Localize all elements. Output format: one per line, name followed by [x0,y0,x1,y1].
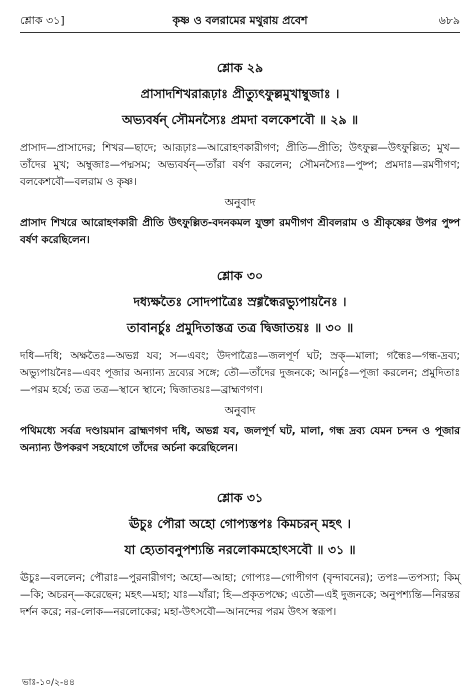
header-verse-ref: শ্লোক ৩১] [20,14,65,27]
translation-text: পথিমধ্যে সর্বত্র দণ্ডায়মান ব্রাহ্মণগণ দধি, অভগ্ন যব, জলপূর্ণ ঘট, মালা, গন্ধ দ্রব্য যেমন চন্দন ও পূজার অন্যান্য উপকরণ সহযোগে তাঁদের অর্চনা করেছিলেন। [20,425,460,454]
verse-title: শ্লোক ২৯ [216,60,264,75]
verse-title: শ্লোক ৩০ [216,268,264,283]
sanskrit-line-1: দধ্যক্ষতৈঃ সোদপাত্রৈঃ স্রগ্গন্ধৈরভ্যুপায়নৈঃ । [133,294,347,309]
sanskrit-line-1: ঊচুঃ পৌরা অহো গোপ্যস্তপঃ কিমচরন্ মহৎ । [129,516,351,531]
translation-heading: অনুবাদ [224,404,256,417]
verse-29 [20,60,460,249]
word-gloss: ঊচুঃ—বললেন; পৌরাঃ—পুরনারীগণ; অহো—আহা; গোপ্যঃ—গোপীগণ (বৃন্দাবনের); তপঃ—তপস্যা; কিম্—কি; অচরন্—করেছেন; মহৎ—মহা; যাঃ—যাঁরা; হি—প্রকৃতপক্ষে; এতৌ—এই দুজনকে; অনুপশ্যন্তি—নিরন্তর দর্শন করে; নর-লোক—নরলোকের; মহা-উৎসবৌ—আনন্দের পরম উৎস স্বরূপ। [20,572,460,618]
header-chapter-title: কৃষ্ণ ও বলরামের মথুরায় প্রবেশ [172,14,308,27]
verse-30 [20,268,460,457]
sanskrit-line-2: যা হ্যেতাবনুপশ্যন্তি নরলোকমহোৎসবৌ ॥ ৩১ ॥ [124,542,356,557]
footer-signature: ভাঃ-১০/২-৪৪ [22,678,75,688]
header-page-number: ৬৮৯ [438,14,460,27]
header-rule [20,32,460,33]
page-header [20,10,460,30]
sanskrit-line-2: অভ্যবর্ষন্ সৌমনস্যৈঃ প্রমদা বলকেশবৌ ॥ ২৯ ॥ [121,112,359,127]
translation-heading: অনুবাদ [224,196,256,209]
verse-31 [20,490,460,621]
word-gloss: প্রাসাদ—প্রাসাদের; শিখর—ছাদে; আরূঢ়াঃ—আরোহণকারীগণ; প্রীতি—প্রীতি; উৎফুল্ল—উৎফুল্লিত; মুখ—তাঁদের মুখ; অম্বুজাঃ—পদ্মসম; অভ্যবর্ষন্—তাঁরা বর্ষণ করলেন; সৌমনস্যৈঃ—পুষ্প; প্রমদাঃ—রমণীগণ; বলকেশবৌ—বলরাম ও কৃষ্ণ। [20,142,460,188]
translation-text: প্রাসাদ শিখরে আরোহণকারী প্রীতি উৎফুল্লিত-বদনকমল যুক্তা রমণীগণ শ্রীবলরাম ও শ্রীকৃষ্ণের উপর পুষ্প বর্ষণ করেছিলেন। [20,217,460,246]
sanskrit-line-2: তাবানর্চুঃ প্রমুদিতাস্তত্র তত্র দ্বিজাতয়ঃ ॥ ৩০ ॥ [126,320,354,335]
word-gloss: দধি—দধি; অক্ষতৈঃ—অভগ্ন যব; স—এবং; উদপাত্রৈঃ—জলপূর্ণ ঘট; স্রক্—মালা; গন্ধৈঃ—গন্ধ-দ্রব্য; অভ্যুপায়নৈঃ—এবং পূজার অন্যান্য দ্রব্যের সঙ্গে; তৌ—তাঁদের দুজনকে; আনর্চুঃ—পূজা করলেন; প্রমুদিতাঃ—পরম হর্ষে; তত্র তত্র—স্থানে স্থানে; দ্বিজাতয়ঃ—ব্রাহ্মণগণ। [20,350,460,396]
verse-title: শ্লোক ৩১ [216,490,264,505]
sanskrit-line-1: প্রাসাদশিখরারূঢ়াঃ প্রীত্যুৎফুল্লমুখাম্বুজাঃ । [140,86,340,101]
